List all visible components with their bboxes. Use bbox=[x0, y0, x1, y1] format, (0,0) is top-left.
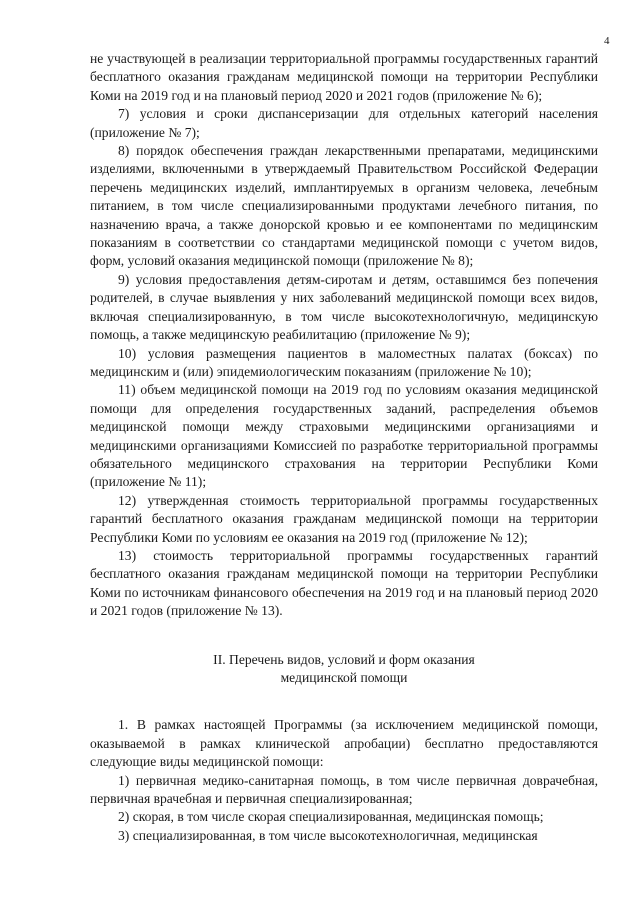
list-item-11: 11) объем медицинской помощи на 2019 год по условиям оказания медицинской помощи для определения государственных заданий, распределения объемов медицинской помощи между страховыми медицинскими организациями и медицинскими организациями Комиссией по разработке территориальной программы обязательного медицинского страхования на территории Республики Коми (приложение № 11); bbox=[90, 382, 598, 490]
paragraph-continuation: не участвующей в реализации территориальной программы государственных гарантий бесплатного оказания гражданам медицинской помощи на территории Республики Коми на 2019 год и на плановый период 2020 и 2021 годов (приложение № 6); bbox=[90, 51, 598, 103]
care-type-2: 2) скорая, в том числе скорая специализированная, медицинская помощь; bbox=[118, 809, 544, 825]
list-item-8: 8) порядок обеспечения граждан лекарственными препаратами, медицинскими изделиями, включенными в утверждаемый Правительством Российской Федерации перечень медицинских изделий, имплантируемых в организм человека, лечебным питанием, в том числе специализированными продуктами лечебного питания, по назначению врача, а также донорской кровью и ее компонентами по медицинским показаниям в соответствии со стандартами медицинской помощи с учетом видов, форм, условий оказания медицинской помощи (приложение № 8); bbox=[90, 143, 598, 269]
list-item-10: 10) условия размещения пациентов в маломестных палатах (боксах) по медицинским и (или) эпидемиологическим показаниям (приложение № 10); bbox=[90, 345, 598, 379]
list-item-9: 9) условия предоставления детям-сиротам и детям, оставшимся без попечения родителей, в случае выявления у них заболеваний медицинской помощи всех видов, включая специализированную, в том числе высокотехнологичную, медицинскую помощь, а также медицинскую реабилитацию (приложение № 9); bbox=[90, 271, 598, 343]
section-heading-line-2: медицинской помощи bbox=[280, 670, 408, 685]
list-item-12: 12) утвержденная стоимость территориальной программы государственных гарантий бесплатного оказания гражданам медицинской помощи на территории Республики Коми по условиям ее оказания на 2019 год (приложение № 12); bbox=[90, 492, 598, 545]
care-type-3: 3) специализированная, в том числе высокотехнологичная, медицинская bbox=[118, 827, 538, 843]
list-item-13: 13) стоимость территориальной программы государственных гарантий бесплатного оказания гражданам медицинской помощи на территории Республики Коми по источникам финансового обеспечения на 2019 год и на плановый период 2020 и 2021 годов (приложение № 13). bbox=[90, 547, 598, 619]
list-item-7: 7) условия и сроки диспансеризации для отдельных категорий населения (приложение № 7); bbox=[90, 106, 598, 140]
section-heading-line-1: II. Перечень видов, условий и форм оказания bbox=[213, 651, 475, 667]
section-heading bbox=[90, 651, 598, 688]
page-number: 4 bbox=[604, 35, 610, 47]
document-body bbox=[90, 50, 598, 845]
section-paragraph-1: 1. В рамках настоящей Программы (за исключением медицинской помощи, оказываемой в рамках клинической апробации) бесплатно предоставляются следующие виды медицинской помощи: bbox=[90, 717, 598, 770]
care-type-1: 1) первичная медико-санитарная помощь, в том числе первичная доврачебная, первичная врачебная и первичная специализированная; bbox=[90, 772, 598, 807]
